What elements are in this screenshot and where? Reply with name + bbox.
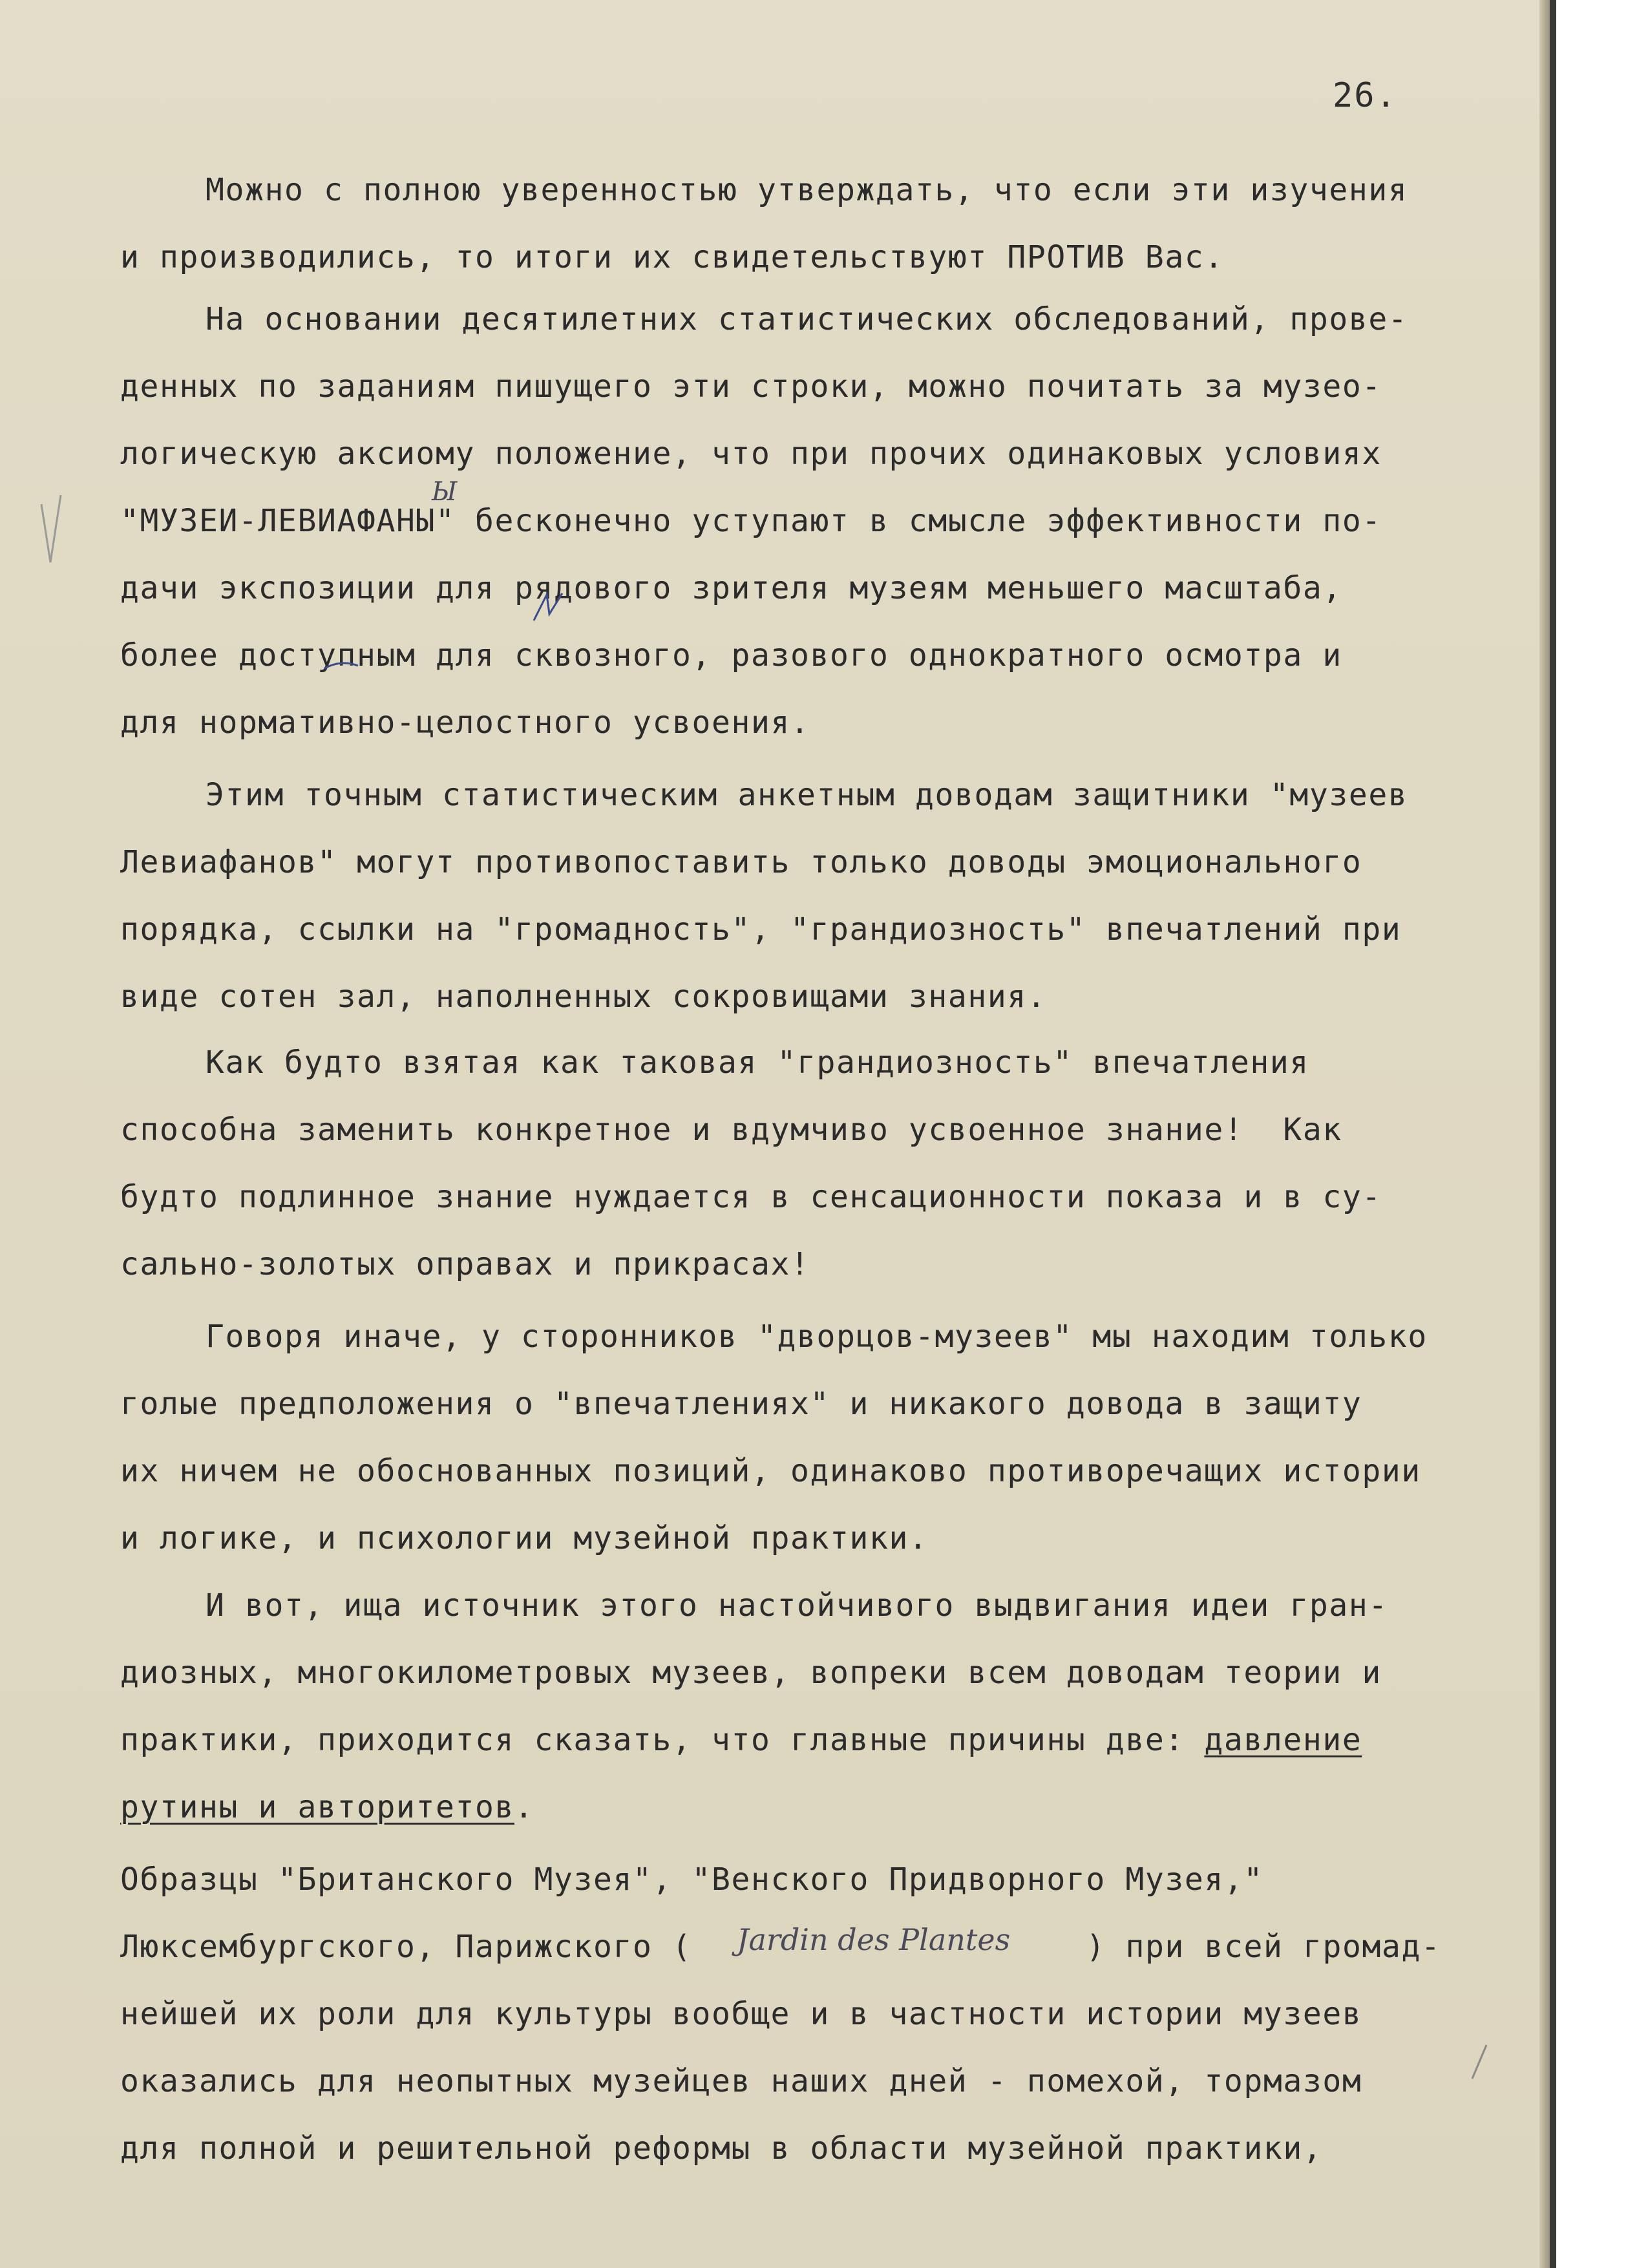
text-line: И вот, ища источник этого настойчивого выдвигания идеи гран-	[206, 1587, 1388, 1624]
underlined-phrase: давление	[1204, 1722, 1362, 1758]
text-line: логическую аксиому положение, что при прочих одинаковых условиях	[120, 436, 1382, 472]
text-line: "МУЗЕИ-ЛЕВИАФАНЫ" бесконечно уступают в смысле эффективности по-	[120, 503, 1382, 539]
text-line: диозных, многокилометровых музеев, вопреки всем доводам теории и	[120, 1655, 1382, 1691]
margin-check-mark	[39, 491, 65, 569]
text-line: для нормативно-целостного усвоения.	[120, 705, 810, 741]
text-line: Образцы "Британского Музея", "Венского Придворного Музея,"	[120, 1861, 1263, 1898]
text-line: голые предположения о "впечатлениях" и никакого довода в защиту	[120, 1386, 1362, 1422]
text-fragment: практики, приходится сказать, что главные причины две:	[120, 1722, 1205, 1758]
text-line: порядка, ссылки на "громадность", "грандиозность" впечатлений при	[120, 911, 1402, 948]
text-fragment: .	[514, 1789, 534, 1825]
text-line: Левиафанов" могут противопоставить только доводы эмоционального	[120, 844, 1362, 880]
paper-edge-shadow	[1539, 0, 1550, 2268]
page-number: 26.	[1333, 76, 1397, 115]
text-line	[120, 1789, 534, 1825]
text-line: нейшей их роли для культуры вообще и в частности истории музеев	[120, 1996, 1362, 2032]
handwritten-insert: Jardin des Plantes	[737, 1922, 1011, 1957]
text-line: способна заменить конкретное и вдумчиво усвоенное знание! Как	[120, 1112, 1342, 1148]
text-line: Этим точным статистическим анкетным доводам защитники "музеев	[206, 777, 1408, 813]
scan-border	[1550, 0, 1556, 2268]
text-line: их ничем не обоснованных позиций, одинаково противоречащих истории	[120, 1453, 1421, 1489]
text-line: На основании десятилетних статистических обследований, прове-	[206, 301, 1408, 337]
text-line: будто подлинное знание нуждается в сенсационности показа и в су-	[120, 1179, 1382, 1215]
text-line: для полной и решительной реформы в области музейной практики,	[120, 2130, 1323, 2167]
underlined-phrase: рутины и авторитетов	[120, 1789, 514, 1825]
text-line: дачи экспозиции для рядового зрителя музеям меньшего масштаба,	[120, 570, 1342, 606]
text-line: и производились, то итоги их свидетельствуют ПРОТИВ Вас.	[120, 239, 1224, 275]
text-line	[120, 1722, 1362, 1758]
text-line: виде сотен зал, наполненных сокровищами знания.	[120, 979, 1047, 1015]
pen-correction-mark	[322, 652, 361, 677]
handwritten-correction: Ы	[432, 477, 458, 507]
pencil-mark	[1467, 2042, 1493, 2081]
pen-correction-mark	[530, 588, 569, 627]
text-line: Как будто взятая как таковая "грандиозность" впечатления	[206, 1044, 1309, 1081]
text-fragment: Люксембургского, Парижского (	[120, 1929, 692, 1965]
text-line: Говоря иначе, у сторонников "дворцов-музеев" мы находим только	[206, 1319, 1428, 1355]
text-line: сально-золотых оправах и прикрасах!	[120, 1246, 810, 1282]
text-line: Можно с полною уверенностью утверждать, что если эти изучения	[206, 172, 1408, 208]
text-line: и логике, и психологии музейной практики.	[120, 1520, 929, 1556]
text-line: более доступным для сквозного, разового однократного осмотра и	[120, 637, 1342, 673]
text-line: оказались для неопытных музейцев наших дней - помехой, тормазом	[120, 2063, 1362, 2099]
text-fragment: ) при всей громад-	[1086, 1929, 1441, 1965]
text-line: денных по заданиям пишущего эти строки, можно почитать за музео-	[120, 368, 1382, 405]
